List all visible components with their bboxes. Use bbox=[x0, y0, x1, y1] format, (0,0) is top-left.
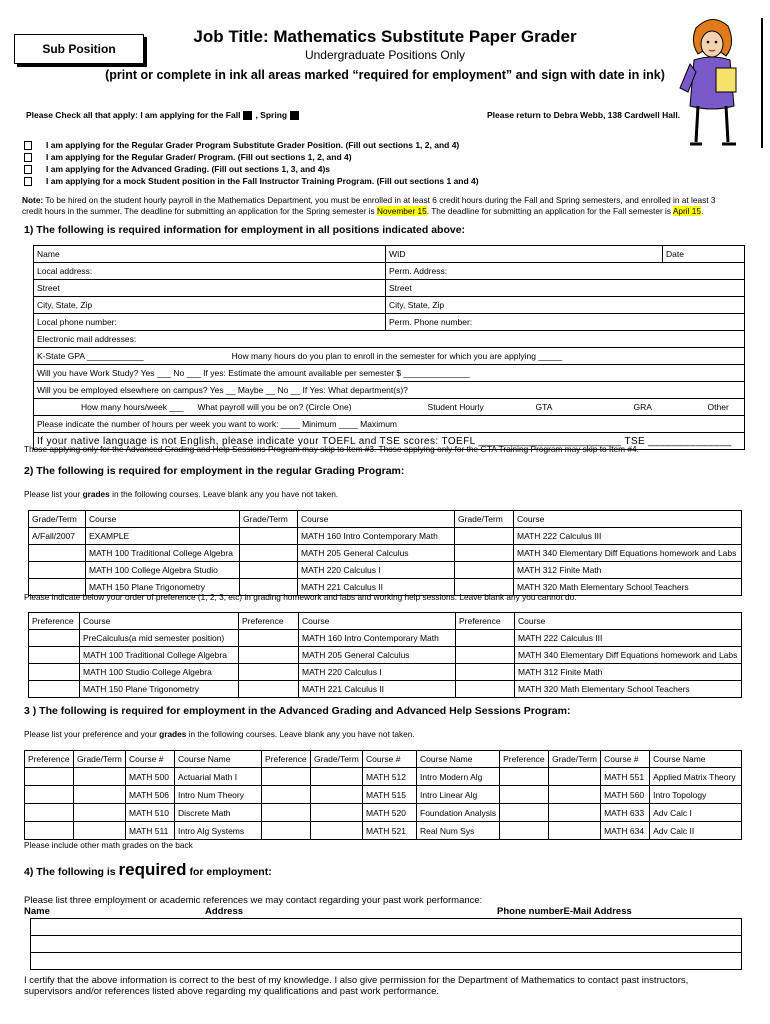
grade-cell[interactable] bbox=[240, 528, 298, 545]
course-num: MATH 500 bbox=[126, 768, 175, 786]
pref-cell[interactable] bbox=[239, 681, 299, 698]
heading-a: 4) The following is bbox=[24, 866, 119, 878]
instr-a: Please list your bbox=[24, 489, 83, 499]
course-cell: MATH 312 Finite Math bbox=[515, 664, 742, 681]
course-cell: MATH 220 Calculus I bbox=[298, 562, 455, 579]
payroll-option-other[interactable]: Other bbox=[707, 402, 729, 412]
grade-cell[interactable] bbox=[549, 804, 601, 822]
course-cell: MATH 160 Intro Contemporary Math bbox=[298, 528, 455, 545]
section3-instruction bbox=[24, 729, 415, 739]
job-subtitle: Undergraduate Positions Only bbox=[304, 48, 466, 62]
perm-city-field[interactable]: City, State, Zip bbox=[386, 297, 745, 314]
course-cell: MATH 205 General Calculus bbox=[299, 647, 456, 664]
fall-deadline: April 15 bbox=[672, 206, 702, 216]
section1-heading: 1) The following is required information for employment in all positions indicated above: bbox=[24, 224, 466, 236]
pref-cell[interactable] bbox=[262, 804, 311, 822]
note-line2b: . The deadline for submitting an application for the Fall semester is bbox=[426, 206, 673, 216]
course-name: Adv Calc II bbox=[650, 822, 742, 840]
pref-cell[interactable] bbox=[262, 822, 311, 840]
toefl-field[interactable]: If your native language is not English, please indicate your TOEFL and TSE scores: TOEFL ________________________ TSE ______________ bbox=[34, 433, 745, 450]
grade-cell[interactable] bbox=[455, 528, 514, 545]
col-grade: Grade/Term bbox=[455, 511, 514, 528]
course-num: MATH 506 bbox=[126, 786, 175, 804]
grade-cell[interactable] bbox=[240, 562, 298, 579]
course-cell: MATH 100 College Algebra Studio bbox=[86, 562, 240, 579]
course-cell: MATH 160 Intro Contemporary Math bbox=[299, 630, 456, 647]
instr-grades: grades bbox=[159, 729, 187, 739]
course-num: MATH 560 bbox=[601, 786, 650, 804]
grade-cell[interactable] bbox=[549, 786, 601, 804]
option-label: I am applying for the Regular Grader Program Substitute Grader Position. (Fill out sections 1, 2, and 4) bbox=[46, 140, 460, 150]
grade-cell[interactable] bbox=[311, 804, 363, 822]
course-num: MATH 512 bbox=[363, 768, 417, 786]
grade-cell[interactable] bbox=[311, 786, 363, 804]
pref-cell[interactable] bbox=[500, 822, 549, 840]
course-cell: MATH 100 Studio College Algebra bbox=[80, 664, 239, 681]
section3-heading: 3 ) The following is required for employment in the Advanced Grading and Advanced Help Sessions Program: bbox=[24, 705, 571, 717]
course-num: MATH 511 bbox=[126, 822, 175, 840]
hours-enroll-field[interactable]: How many hours do you plan to enroll in the semester for which you are applying _____ bbox=[231, 351, 562, 361]
gpa-field[interactable]: K-State GPA ____________ bbox=[37, 351, 144, 361]
grade-cell[interactable] bbox=[240, 545, 298, 562]
employment-info-table bbox=[33, 245, 745, 450]
col-grade: Grade/Term bbox=[311, 751, 363, 768]
payroll-option-student[interactable]: Student Hourly bbox=[427, 402, 484, 412]
col-preference: Preference bbox=[500, 751, 549, 768]
grade-cell[interactable] bbox=[549, 822, 601, 840]
pref-cell[interactable] bbox=[25, 822, 74, 840]
course-name: Real Num Sys bbox=[417, 822, 500, 840]
pref-cell[interactable] bbox=[25, 786, 74, 804]
email-field[interactable]: Electronic mail addresses: bbox=[34, 331, 745, 348]
advanced-table bbox=[24, 750, 742, 840]
col-course: Course bbox=[515, 613, 742, 630]
enrollment-note bbox=[22, 195, 715, 217]
option-checkbox[interactable] bbox=[24, 165, 32, 174]
course-cell: MATH 320 Math Elementary School Teachers bbox=[514, 579, 742, 596]
col-preference: Preference bbox=[239, 613, 299, 630]
col-course-num: Course # bbox=[363, 751, 417, 768]
instr-a: Please list your preference and your bbox=[24, 729, 160, 739]
col-course-num: Course # bbox=[601, 751, 650, 768]
hours-week-field[interactable]: How many hours/week ___ bbox=[81, 402, 184, 412]
col-preference: Preference bbox=[29, 613, 80, 630]
heading-c: for employment: bbox=[186, 866, 272, 878]
course-name: Foundation Analysis bbox=[417, 804, 500, 822]
option-item bbox=[24, 175, 479, 187]
course-num: MATH 510 bbox=[126, 804, 175, 822]
example-grade: A/Fall/2007 bbox=[29, 528, 86, 545]
grade-cell[interactable] bbox=[74, 822, 126, 840]
course-cell: MATH 340 Elementary Diff Equations homework and Labs bbox=[515, 647, 742, 664]
course-name: Intro Modern Alg bbox=[417, 768, 500, 786]
course-name: Intro Num Theory bbox=[175, 786, 262, 804]
header-rule bbox=[761, 18, 763, 148]
course-num: MATH 551 bbox=[601, 768, 650, 786]
note-line2a: credit hours in the summer. The deadline for submitting an application for the Spring semester is bbox=[22, 206, 377, 216]
sub-position-badge: Sub Position bbox=[14, 34, 144, 64]
section2-instruction bbox=[24, 489, 338, 499]
col-preference: Preference bbox=[456, 613, 515, 630]
col-course: Course bbox=[299, 613, 456, 630]
pref-cell[interactable] bbox=[456, 681, 515, 698]
course-cell: MATH 150 Plane Trigonometry bbox=[86, 579, 240, 596]
employed-field[interactable]: Will you be employed elsewhere on campus? Yes __ Maybe __ No __ If Yes: What department(s)? bbox=[34, 382, 745, 399]
ref-col-phone: Phone numberE-Mail Address bbox=[497, 906, 632, 917]
pref-cell[interactable] bbox=[262, 768, 311, 786]
payroll-option-gra[interactable]: GRA bbox=[633, 402, 652, 412]
teacher-clipart-icon bbox=[666, 14, 758, 154]
perm-street-field[interactable]: Street bbox=[386, 280, 745, 297]
course-cell: MATH 150 Plane Trigonometry bbox=[80, 681, 239, 698]
course-num: MATH 634 bbox=[601, 822, 650, 840]
course-name: Intro Linear Alg bbox=[417, 786, 500, 804]
options-list bbox=[24, 139, 479, 187]
section4-heading bbox=[24, 860, 272, 880]
ref-col-name: Name bbox=[24, 906, 50, 917]
col-course-name: Course Name bbox=[650, 751, 742, 768]
option-item bbox=[24, 139, 479, 151]
payroll-question: What payroll will you be on? (Circle One) bbox=[197, 402, 352, 412]
spring-label: , Spring bbox=[255, 110, 288, 120]
grade-cell[interactable] bbox=[29, 562, 86, 579]
grade-cell[interactable] bbox=[74, 768, 126, 786]
course-cell: MATH 221 Calculus II bbox=[298, 579, 455, 596]
col-grade: Grade/Term bbox=[74, 751, 126, 768]
course-name: Discrete Math bbox=[175, 804, 262, 822]
col-preference: Preference bbox=[25, 751, 74, 768]
preference-table bbox=[28, 612, 742, 698]
pref-cell[interactable] bbox=[500, 768, 549, 786]
certify-line2: supervisors and/or references listed above regarding my qualifications and past work performance. bbox=[24, 986, 440, 997]
local-address-field[interactable]: Local address: bbox=[34, 263, 386, 280]
references-table bbox=[30, 918, 742, 970]
course-cell: MATH 222 Calculus III bbox=[515, 630, 742, 647]
course-cell: PreCalculus(a mid semester position) bbox=[80, 630, 239, 647]
option-item bbox=[24, 151, 479, 163]
pref-cell[interactable] bbox=[239, 630, 299, 647]
work-study-field[interactable]: Will you have Work Study? Yes ___ No ___ If yes: Estimate the amount available per semester $ ______________ bbox=[34, 365, 745, 382]
course-num: MATH 520 bbox=[363, 804, 417, 822]
col-course-name: Course Name bbox=[175, 751, 262, 768]
course-num: MATH 633 bbox=[601, 804, 650, 822]
grade-cell[interactable] bbox=[311, 822, 363, 840]
pref-cell[interactable] bbox=[25, 768, 74, 786]
date-field[interactable]: Date bbox=[663, 246, 745, 263]
col-course-name: Course Name bbox=[417, 751, 500, 768]
pref-cell[interactable] bbox=[456, 664, 515, 681]
option-label: I am applying for the Regular Grader/ Program. (Fill out sections 1, 2, and 4) bbox=[46, 152, 352, 162]
payroll-row bbox=[34, 399, 745, 416]
heading-required: required bbox=[118, 860, 187, 879]
hours-per-week-field[interactable]: Please indicate the number of hours per week you want to work: ____ Minimum ____ Maximum bbox=[34, 416, 745, 433]
ink-instruction: (print or complete in ink all areas marked “required for employment” and sign with date in ink) bbox=[105, 68, 665, 82]
course-name: Adv Calc I bbox=[650, 804, 742, 822]
pref-cell[interactable] bbox=[456, 647, 515, 664]
course-name: Intro Alg Systems bbox=[175, 822, 262, 840]
instr-c: in the following courses. Leave blank any you have not taken. bbox=[109, 489, 339, 499]
reference-row[interactable] bbox=[31, 919, 742, 936]
grade-cell[interactable] bbox=[311, 768, 363, 786]
local-street-field[interactable]: Street bbox=[34, 280, 386, 297]
spring-deadline: November 15 bbox=[376, 206, 427, 216]
references-instruction: Please list three employment or academic references we may contact regarding your past work performance: bbox=[24, 895, 483, 906]
course-cell: MATH 205 General Calculus bbox=[298, 545, 455, 562]
course-num: MATH 515 bbox=[363, 786, 417, 804]
col-course: Course bbox=[298, 511, 455, 528]
certification bbox=[24, 975, 688, 997]
perm-phone-field[interactable]: Perm. Phone number: bbox=[386, 314, 745, 331]
course-num: MATH 521 bbox=[363, 822, 417, 840]
local-phone-field[interactable]: Local phone number: bbox=[34, 314, 386, 331]
grade-cell[interactable] bbox=[455, 545, 514, 562]
grade-cell[interactable] bbox=[29, 545, 86, 562]
pref-cell[interactable] bbox=[29, 681, 80, 698]
grade-cell[interactable] bbox=[74, 786, 126, 804]
pref-cell[interactable] bbox=[500, 786, 549, 804]
return-to: Please return to Debra Webb, 138 Cardwell Hall. bbox=[487, 110, 681, 120]
preference-note: Please indicate below your order of preference (1, 2, 3, etc) in grading homework and labs and working help sessions. Leave blank any you cannot do. bbox=[24, 592, 577, 602]
note-label: Note: bbox=[22, 195, 44, 205]
fall-checkbox[interactable] bbox=[243, 111, 252, 120]
perm-address-field[interactable]: Perm. Address: bbox=[386, 263, 745, 280]
pref-cell[interactable] bbox=[500, 804, 549, 822]
option-label: I am applying for a mock Student position in the Fall Instructor Training Program. (Fill out sections 1 and 4) bbox=[46, 176, 479, 186]
gpa-row[interactable] bbox=[34, 348, 745, 365]
grade-cell[interactable] bbox=[549, 768, 601, 786]
skip-note: Those applying only for the Advanced Grading and Help Sessions Program may skip to Item #3. Those applying only for the GTA Training Program may skip to Item #4. bbox=[24, 444, 639, 454]
col-course: Course bbox=[86, 511, 240, 528]
apply-prefix: Please Check all that apply: I am applying for the Fall bbox=[26, 110, 241, 120]
pref-cell[interactable] bbox=[29, 647, 80, 664]
instr-grades: grades bbox=[82, 489, 110, 499]
pref-cell[interactable] bbox=[456, 630, 515, 647]
option-item bbox=[24, 163, 479, 175]
col-grade: Grade/Term bbox=[29, 511, 86, 528]
job-title: Job Title: Mathematics Substitute Paper Grader bbox=[193, 27, 577, 46]
pref-cell[interactable] bbox=[29, 664, 80, 681]
course-name: Applied Matrix Theory bbox=[650, 768, 742, 786]
col-course: Course bbox=[80, 613, 239, 630]
spring-checkbox[interactable] bbox=[290, 111, 299, 120]
ref-col-address: Address bbox=[205, 906, 244, 917]
grade-cell[interactable] bbox=[455, 562, 514, 579]
pref-cell[interactable] bbox=[25, 804, 74, 822]
course-name: Actuarial Math I bbox=[175, 768, 262, 786]
pref-cell[interactable] bbox=[239, 664, 299, 681]
instr-c: in the following courses. Leave blank any you have not taken. bbox=[186, 729, 415, 739]
certify-line1: I certify that the above information is correct to the best of my knowledge. I also give permission for the Department of Mathematics to contact past instructors, bbox=[24, 975, 689, 986]
apply-line bbox=[26, 110, 302, 120]
local-city-field[interactable]: City, State, Zip bbox=[34, 297, 386, 314]
option-checkbox[interactable] bbox=[24, 153, 32, 162]
course-cell: MATH 100 Traditional College Algebra bbox=[80, 647, 239, 664]
reference-row[interactable] bbox=[31, 936, 742, 953]
pref-cell[interactable] bbox=[262, 786, 311, 804]
example-course: EXAMPLE bbox=[86, 528, 240, 545]
course-cell: MATH 100 Traditional College Algebra bbox=[86, 545, 240, 562]
course-cell: MATH 320 Math Elementary School Teachers bbox=[515, 681, 742, 698]
col-grade: Grade/Term bbox=[549, 751, 601, 768]
note-line1: To be hired on the student hourly payroll in the Mathematics Department, you must be enrolled in at least 6 credit hours during the Fall and Spring semesters, and enrolled in at least 3 bbox=[43, 195, 716, 205]
option-label: I am applying for the Advanced Grading. (Fill out sections 1, 3, and 4)s bbox=[46, 164, 331, 174]
col-course: Course bbox=[514, 511, 742, 528]
col-course-num: Course # bbox=[126, 751, 175, 768]
note-line2c: . bbox=[701, 206, 704, 216]
other-grades-note: Please include other math grades on the back bbox=[24, 840, 193, 850]
course-cell: MATH 340 Elementary Diff Equations homework and Labs bbox=[514, 545, 742, 562]
option-checkbox[interactable] bbox=[24, 141, 32, 150]
col-grade: Grade/Term bbox=[240, 511, 298, 528]
pref-cell[interactable] bbox=[29, 630, 80, 647]
payroll-option-gta[interactable]: GTA bbox=[535, 402, 553, 412]
pref-cell[interactable] bbox=[239, 647, 299, 664]
name-field[interactable]: Name bbox=[34, 246, 386, 263]
col-preference: Preference bbox=[262, 751, 311, 768]
course-name: Intro Topology bbox=[650, 786, 742, 804]
course-cell: MATH 312 Finite Math bbox=[514, 562, 742, 579]
grade-cell[interactable] bbox=[74, 804, 126, 822]
wid-field[interactable]: WID bbox=[386, 246, 663, 263]
grades-table bbox=[28, 510, 742, 596]
course-cell: MATH 221 Calculus II bbox=[299, 681, 456, 698]
option-checkbox[interactable] bbox=[24, 177, 32, 186]
course-cell: MATH 222 Calculus III bbox=[514, 528, 742, 545]
reference-row[interactable] bbox=[31, 953, 742, 970]
section2-heading: 2) The following is required for employment in the regular Grading Program: bbox=[24, 465, 405, 477]
course-cell: MATH 220 Calculus I bbox=[299, 664, 456, 681]
